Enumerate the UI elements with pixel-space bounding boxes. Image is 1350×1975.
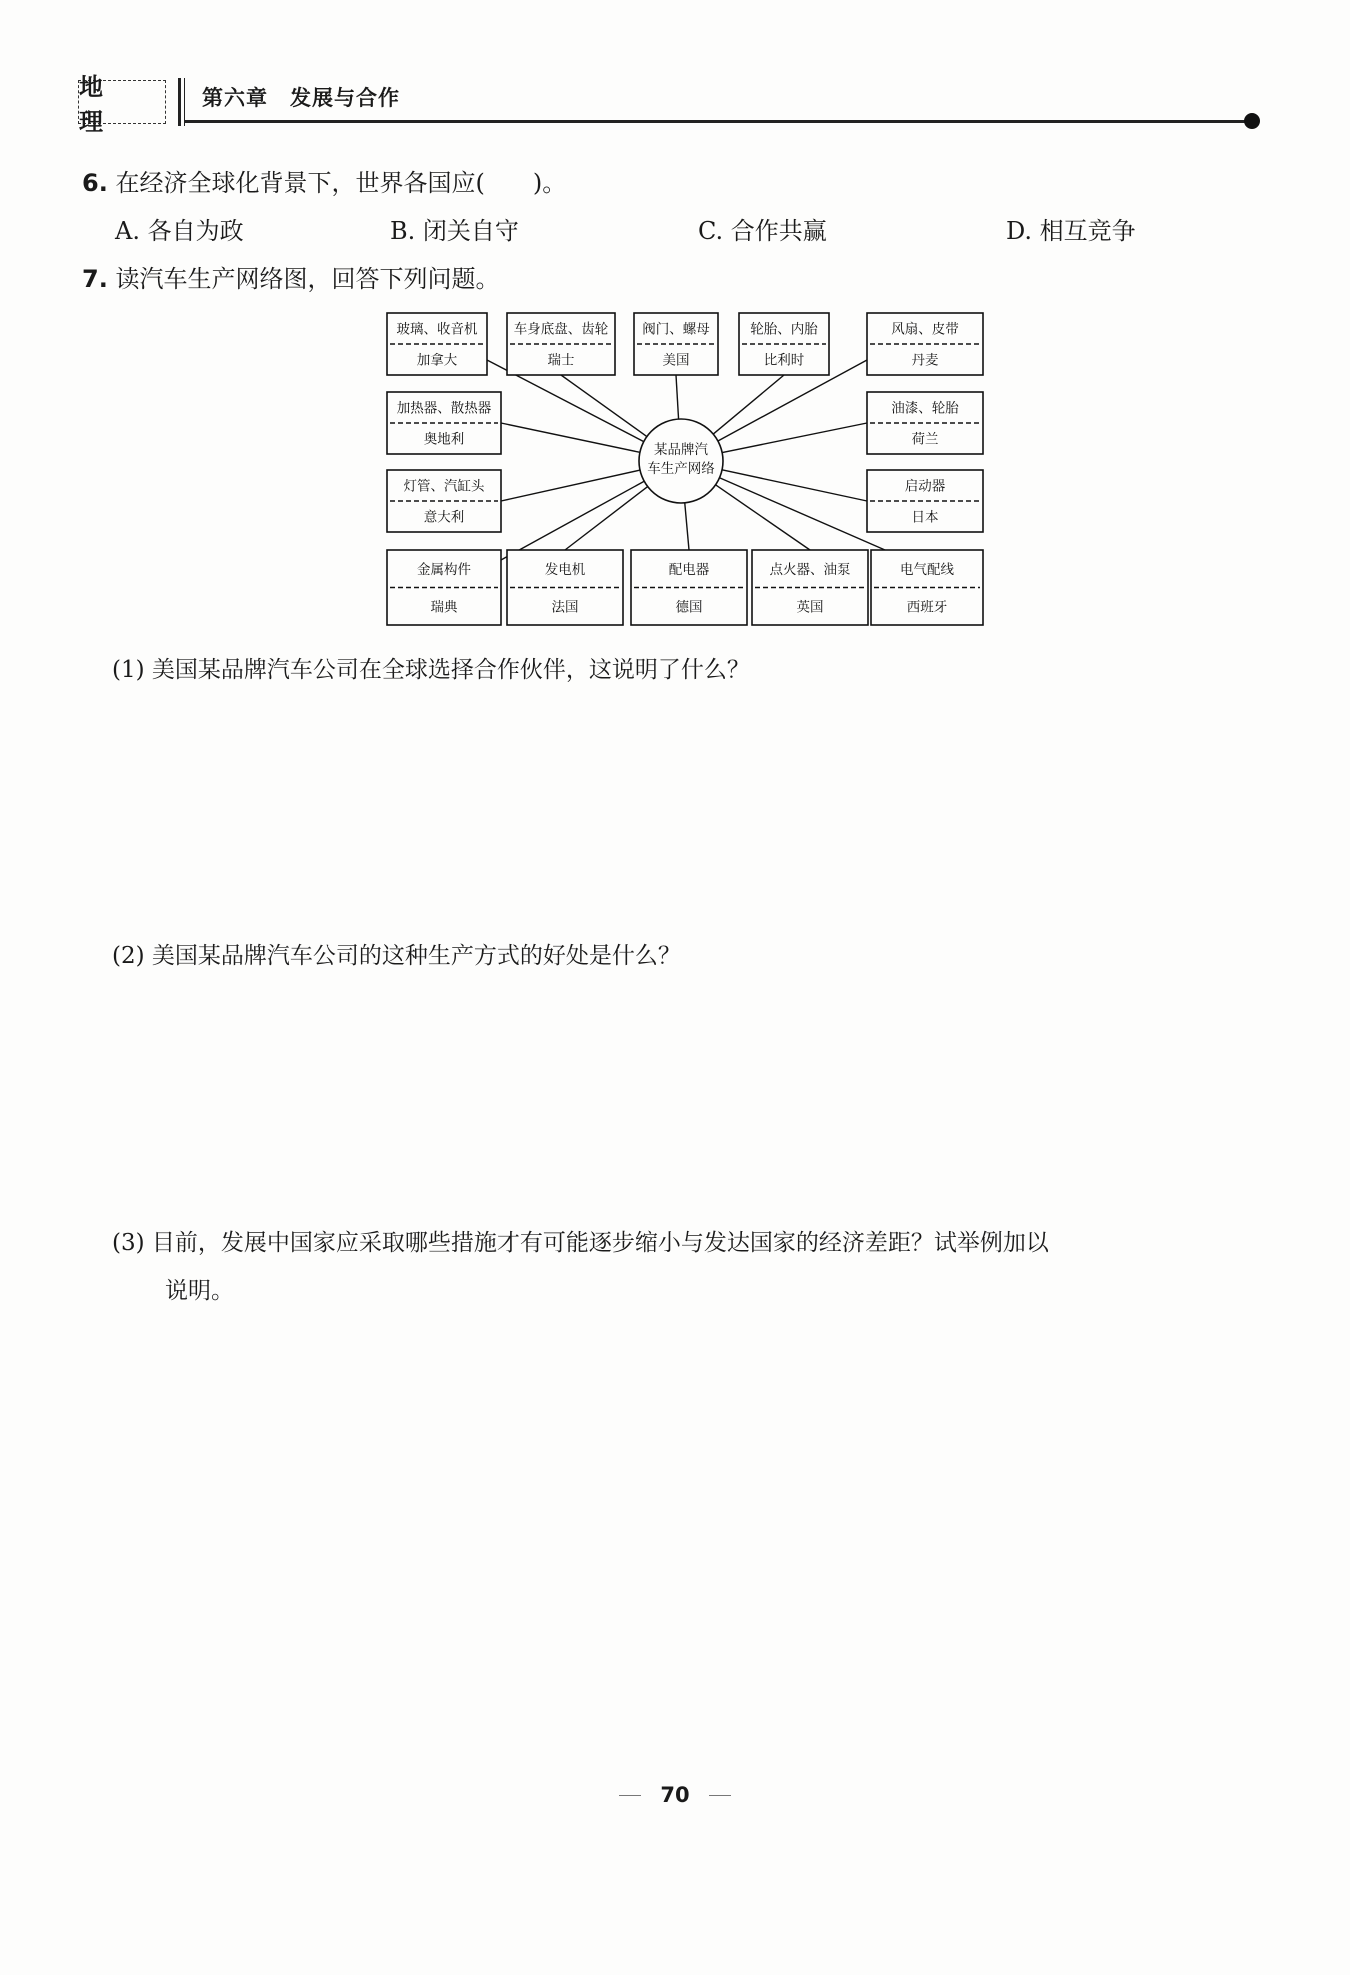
question-7-number: 7. [82,265,108,293]
option-d: D. 相互竞争 [1006,217,1136,245]
question-7-sub-1: (1) 美国某品牌汽车公司在全球选择合作伙伴，这说明了什么？ [112,657,750,683]
supplier-box [387,470,501,532]
footer-dash-left [619,1795,641,1796]
supplier-box [631,550,747,625]
question-6-stem: 在经济全球化背景下，世界各国应( )。 [115,169,567,197]
supplier-country: 日本 [911,509,939,526]
connector-line [501,423,640,452]
connector-line [713,375,784,434]
connector-line [501,470,640,501]
supplier-part: 点火器、油泵 [769,561,851,578]
supplier-country: 美国 [662,352,690,369]
question-6 [82,163,566,198]
option-a: A. 各自为政 [115,217,244,245]
connector-line [719,478,885,550]
header-rule [184,120,1250,123]
supplier-part: 灯管、汽缸头 [403,478,485,495]
connector-line [716,485,810,550]
supplier-part: 油漆、轮胎 [891,400,959,417]
connector-line [676,375,679,419]
supplier-box [752,550,868,625]
supplier-box [867,470,983,532]
supplier-country: 奥地利 [423,431,465,448]
supplier-part: 车身底盘、齿轮 [513,321,609,338]
header-divider-thin [184,78,185,126]
supplier-country: 丹麦 [911,352,939,369]
supplier-box [867,313,983,375]
supplier-box [739,313,829,375]
supplier-country: 瑞士 [547,352,575,369]
supplier-part: 金属构件 [417,561,471,578]
supplier-part: 配电器 [668,561,710,578]
supplier-country: 法国 [551,599,579,616]
supplier-part: 阀门、螺母 [642,321,710,338]
supplier-part: 启动器 [904,478,946,495]
question-7-sub-2: (2) 美国某品牌汽车公司的这种生产方式的好处是什么？ [112,943,681,969]
supplier-box [867,392,983,454]
supplier-part: 电气配线 [900,561,954,578]
page-footer [0,1783,1350,1807]
supplier-box [507,550,623,625]
supplier-country: 比利时 [763,352,805,369]
supplier-country: 瑞典 [430,599,458,616]
car-production-network-diagram [385,310,985,630]
supplier-country: 加拿大 [416,352,458,369]
supplier-box [387,550,501,625]
supplier-part: 轮胎、内胎 [750,321,818,338]
supplier-box [507,313,615,375]
supplier-part: 加热器、散热器 [396,400,492,417]
supplier-box [634,313,718,375]
center-label-line1: 某品牌汽 [654,442,708,458]
option-c: C. 合作共赢 [698,217,827,245]
footer-dash-right [709,1795,731,1796]
question-6-number: 6. [82,169,108,197]
supplier-country: 荷兰 [911,431,939,448]
connector-line [722,470,867,501]
supplier-box [387,313,487,375]
center-label-line2: 车生产网络 [647,461,715,477]
supplier-part: 风扇、皮带 [891,321,959,338]
supplier-part: 玻璃、收音机 [396,321,478,338]
supplier-country: 意大利 [423,509,465,526]
option-b: B. 闭关自守 [390,217,519,245]
supplier-box [387,392,501,454]
chapter-title: 第六章 发展与合作 [202,86,400,110]
supplier-box [871,550,983,625]
supplier-country: 西班牙 [906,599,948,616]
page-header [78,73,1258,136]
question-7 [82,259,499,294]
subject-label: 地 理 [78,80,166,124]
question-7-stem: 读汽车生产网络图，回答下列问题。 [115,265,500,293]
header-rule-dot [1244,113,1260,129]
question-7-sub-3-line1: (3) 目前，发展中国家应采取哪些措施才有可能逐步缩小与发达国家的经济差距？试举例加以 [112,1230,1049,1256]
header-divider [178,78,181,126]
supplier-country: 德国 [675,599,703,616]
page-number: 70 [660,1783,690,1807]
supplier-country: 英国 [796,599,824,616]
connector-line [501,481,644,560]
supplier-part: 发电机 [544,561,586,578]
question-7-sub-3-line2: 说明。 [165,1278,234,1304]
connector-line [685,503,689,550]
